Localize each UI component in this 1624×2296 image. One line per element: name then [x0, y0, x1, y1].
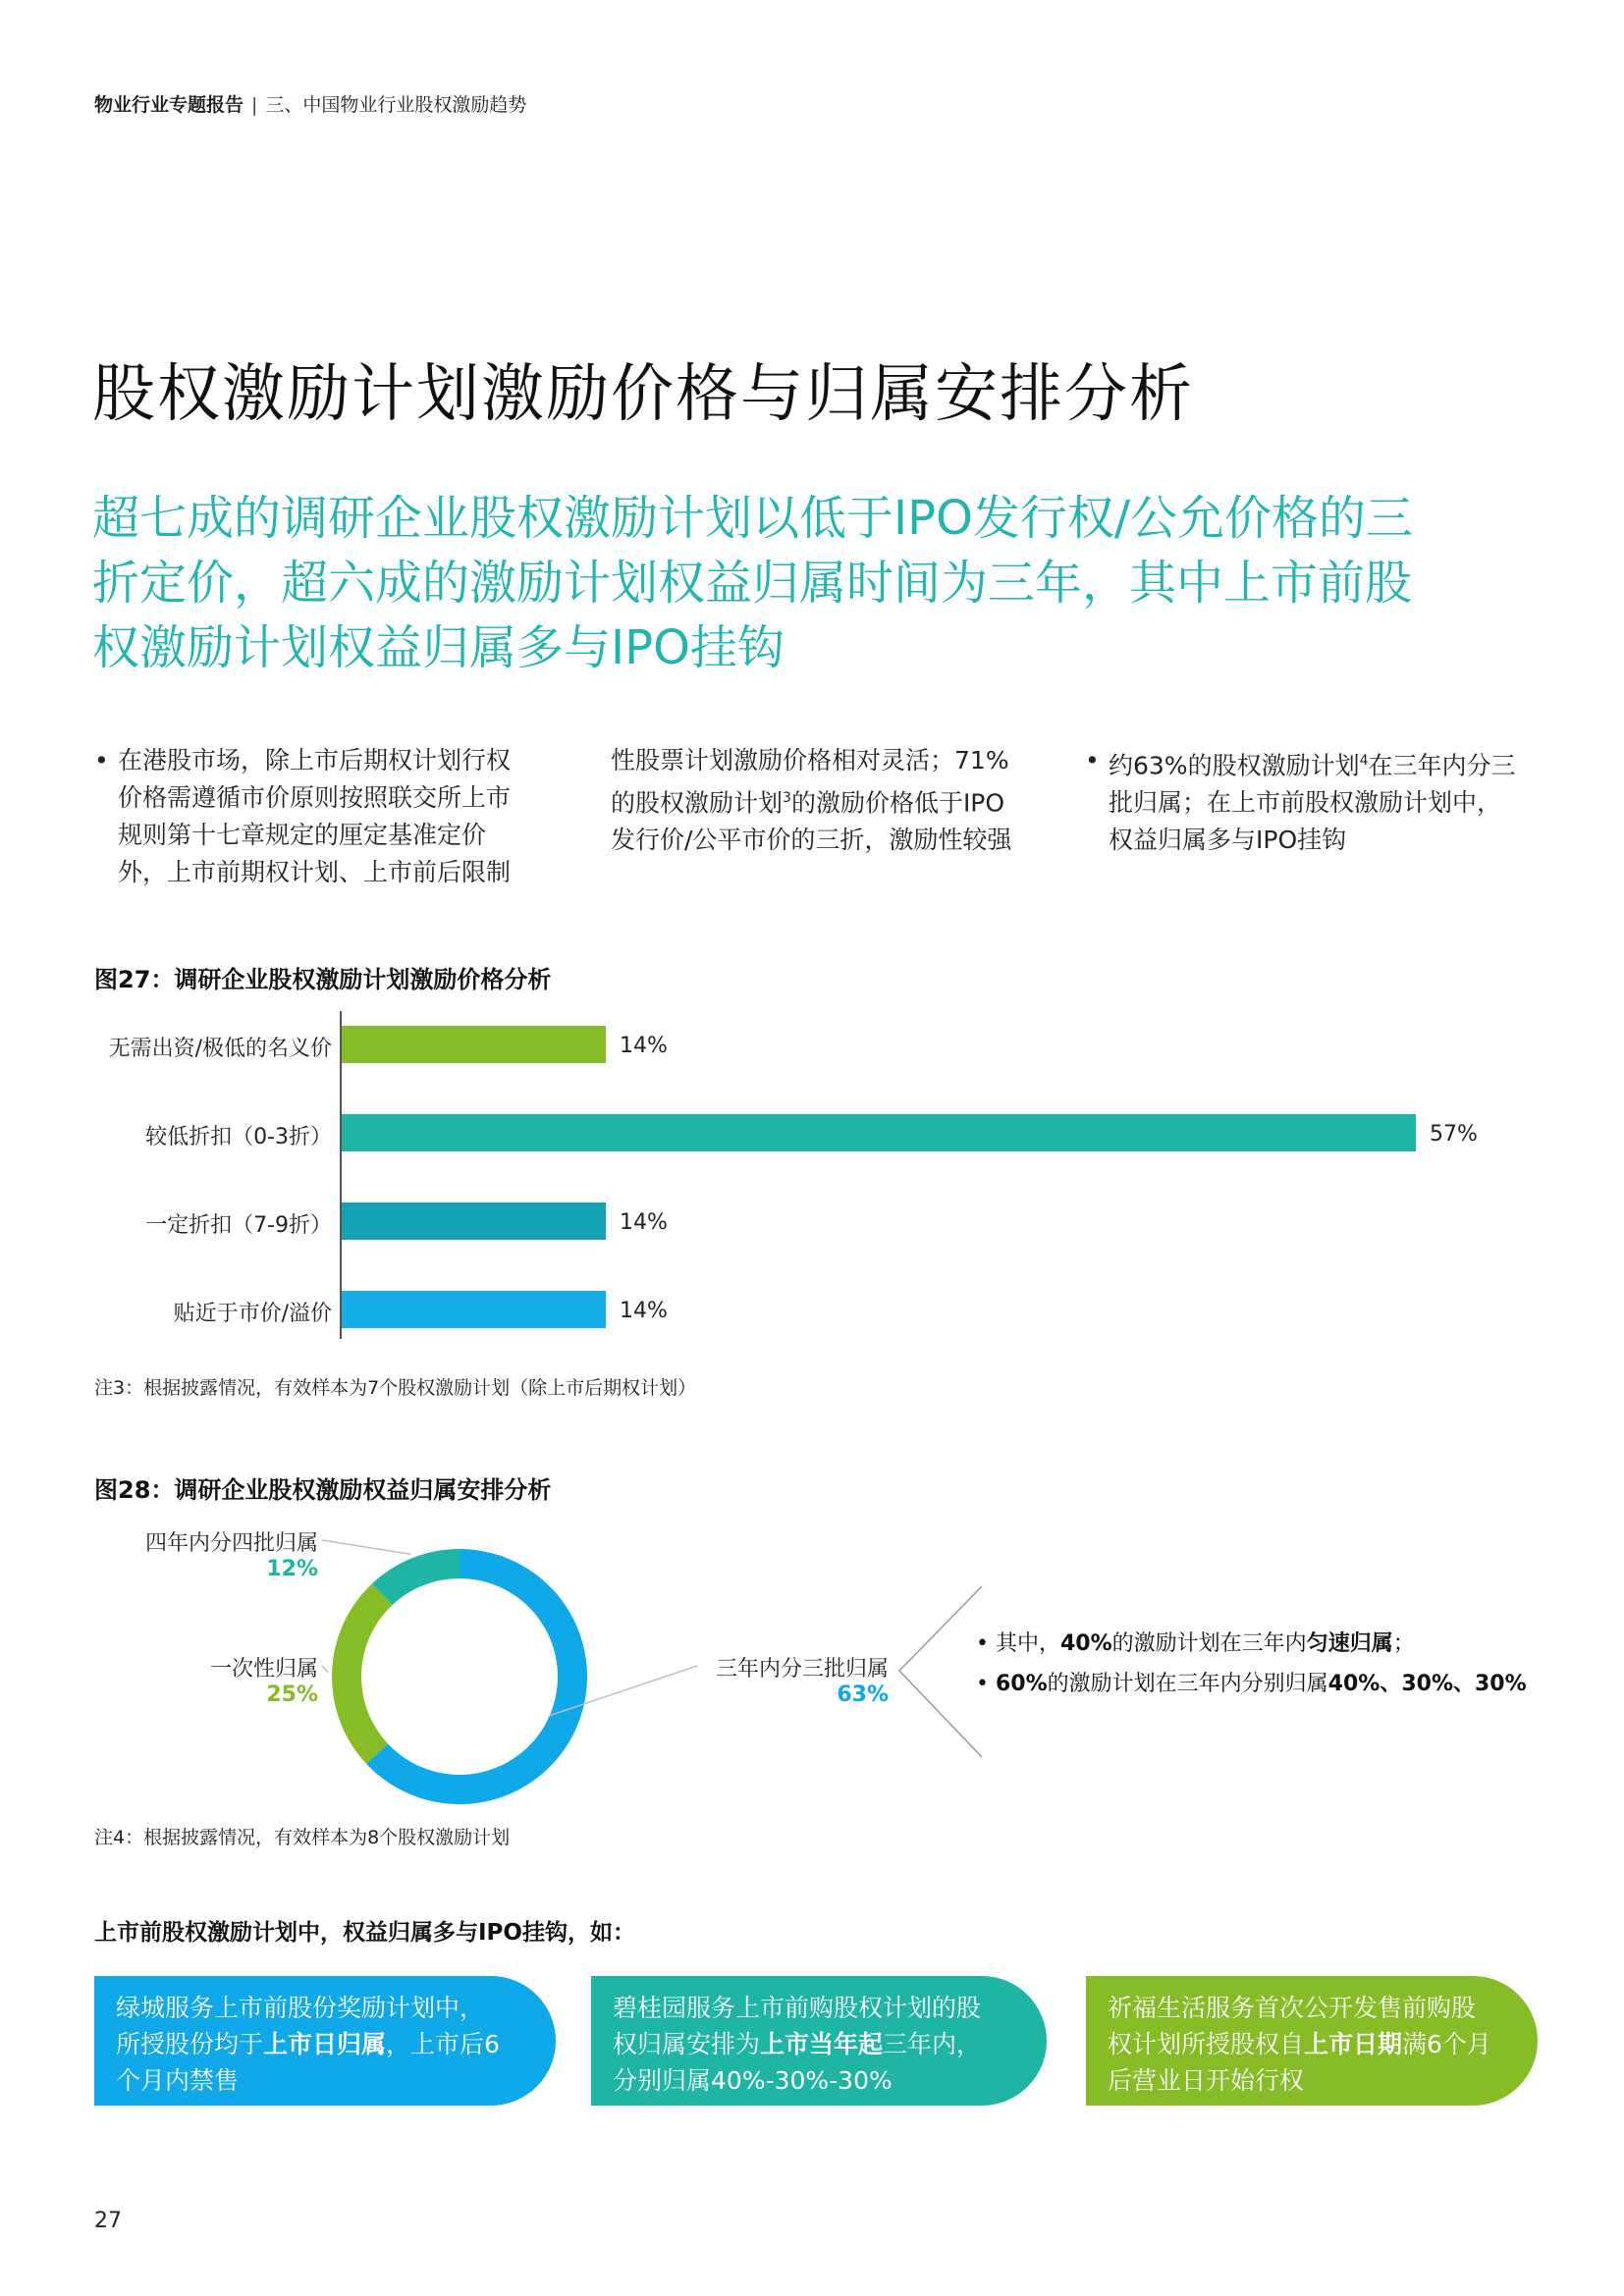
running-header — [94, 90, 526, 117]
donut-value-label: 25% — [266, 1682, 318, 1707]
bar-value-label: 14% — [620, 1034, 668, 1058]
callout-2 — [976, 1667, 1527, 1697]
callout-text: ； — [1392, 1631, 1415, 1656]
figure-28-title: 图28：调研企业股权激励权益归属安排分析 — [94, 1476, 552, 1504]
column-line: 规则第十七章规定的厘定基准定价 — [118, 821, 487, 849]
figure-27-note: 注3：根据披露情况，有效样本为7个股权激励计划（除上市后期权计划） — [94, 1377, 697, 1399]
bar-category-label: 较低折扣（0-3折） — [145, 1125, 332, 1149]
callout-1 — [976, 1627, 1415, 1657]
text-column-3 — [1085, 742, 1560, 859]
subtitle-line: 权激励计划权益归属多与IPO挂钩 — [92, 620, 785, 675]
subtitle-line: 超七成的调研企业股权激励计划以低于IPO发行权/公允价格的三 — [92, 491, 1414, 546]
example-box-country-garden — [591, 1976, 1047, 2106]
box-line: 碧桂园服务上市前购股权计划的股 — [613, 1994, 982, 2022]
column-line: 批归属；在上市前股权激励计划中， — [1109, 788, 1502, 818]
box-line: 权归属安排为上市当年起三年内， — [613, 2030, 982, 2058]
callout-text: 的激励计划在三年内分别归属 — [1047, 1672, 1328, 1696]
section-name: 三、中国物业行业股权激励趋势 — [265, 94, 527, 116]
box-line: 分别归属40%-30%-30% — [613, 2066, 893, 2095]
callout-emphasis: 40%、30%、30% — [1327, 1672, 1527, 1696]
callout-bullet: • — [976, 1631, 996, 1656]
bar-value-label: 14% — [620, 1210, 668, 1235]
donut-leader-line — [322, 1540, 411, 1554]
report-name: 物业行业专题报告 — [94, 94, 244, 116]
bar-category-label: 无需出资/极低的名义价 — [108, 1037, 332, 1061]
donut-category-label: 三年内分三批归属 — [715, 1657, 889, 1682]
bar-category-label: 贴近于市价/溢价 — [173, 1302, 332, 1326]
subtitle-line: 折定价，超六成的激励计划权益归属时间为三年，其中上市前股 — [92, 556, 1413, 611]
example-box-greentown — [94, 1976, 556, 2106]
callout-bullet: • — [976, 1672, 996, 1696]
box-line: 绿城服务上市前股份奖励计划中， — [116, 1994, 485, 2022]
callout-emphasis: 匀速归属 — [1306, 1631, 1393, 1656]
page-number: 27 — [94, 2209, 122, 2233]
footnote-mark: 3 — [783, 790, 791, 806]
box-line: 个月内禁售 — [116, 2066, 240, 2095]
callout-emphasis: 60% — [995, 1672, 1048, 1696]
bar — [342, 1114, 1416, 1151]
bar-value-label: 57% — [1430, 1122, 1478, 1147]
column-line: 权益归属多与IPO挂钩 — [1109, 826, 1347, 855]
bar — [342, 1291, 606, 1328]
column-line: 的股权激励计划$^3$的激励价格低于IPO — [611, 788, 1005, 818]
donut-value-label: 12% — [266, 1557, 318, 1581]
box-line: 所授股份均于上市日归属，上市后6 — [116, 2030, 500, 2058]
column-line: 约63%的股权激励计划$^4$在三年内分三 — [1109, 751, 1516, 780]
figure-28-note: 注4：根据披露情况，有效样本为8个股权激励计划 — [94, 1827, 511, 1848]
bar — [342, 1202, 606, 1240]
callout-text: 其中， — [995, 1631, 1060, 1656]
bar-value-label: 14% — [620, 1299, 668, 1323]
subtitle — [92, 486, 1565, 680]
donut-value-label: 63% — [837, 1682, 889, 1707]
examples-heading: 上市前股权激励计划中，权益归属多与IPO挂钩，如： — [94, 1920, 635, 1946]
donut-slice — [372, 1549, 460, 1605]
column-line: 性股票计划激励价格相对灵活；71% — [611, 746, 1009, 774]
figure-27-title: 图27：调研企业股权激励计划激励价格分析 — [94, 966, 552, 993]
donut-category-label: 一次性归属 — [209, 1657, 318, 1682]
bullet: • — [1085, 746, 1100, 774]
footnote-mark: 4 — [1359, 753, 1369, 769]
bullet: • — [94, 746, 109, 774]
bar-category-label: 一定折扣（7-9折） — [145, 1213, 332, 1238]
text-column-1 — [94, 742, 569, 891]
column-line: 价格需遵循市价原则按照联交所上市 — [118, 783, 512, 812]
box-line: 权计划所授股权自上市日期满6个月 — [1108, 2030, 1491, 2058]
page-title: 股权激励计划激励价格与归属安排分析 — [92, 358, 1194, 431]
example-box-clifford — [1086, 1976, 1538, 2106]
column-line: 外，上市前期权计划、上市前后限制 — [118, 858, 512, 886]
donut-category-label: 四年内分四批归属 — [144, 1531, 318, 1556]
callout-emphasis: 40% — [1060, 1631, 1112, 1656]
donut-slice — [332, 1583, 393, 1764]
box-line: 祈福生活服务首次公开发售前购股 — [1108, 1994, 1477, 2022]
column-line: 发行价/公平市价的三折，激励性较强 — [611, 826, 1012, 855]
column-line: 在港股市场，除上市后期权计划行权 — [118, 746, 512, 774]
donut-leader-line — [322, 1666, 328, 1673]
box-line: 后营业日开始行权 — [1108, 2066, 1305, 2095]
bar — [342, 1026, 606, 1063]
header-separator: | — [251, 94, 258, 116]
callout-text: 的激励计划在三年内 — [1111, 1631, 1307, 1656]
text-column-2 — [611, 742, 1062, 859]
